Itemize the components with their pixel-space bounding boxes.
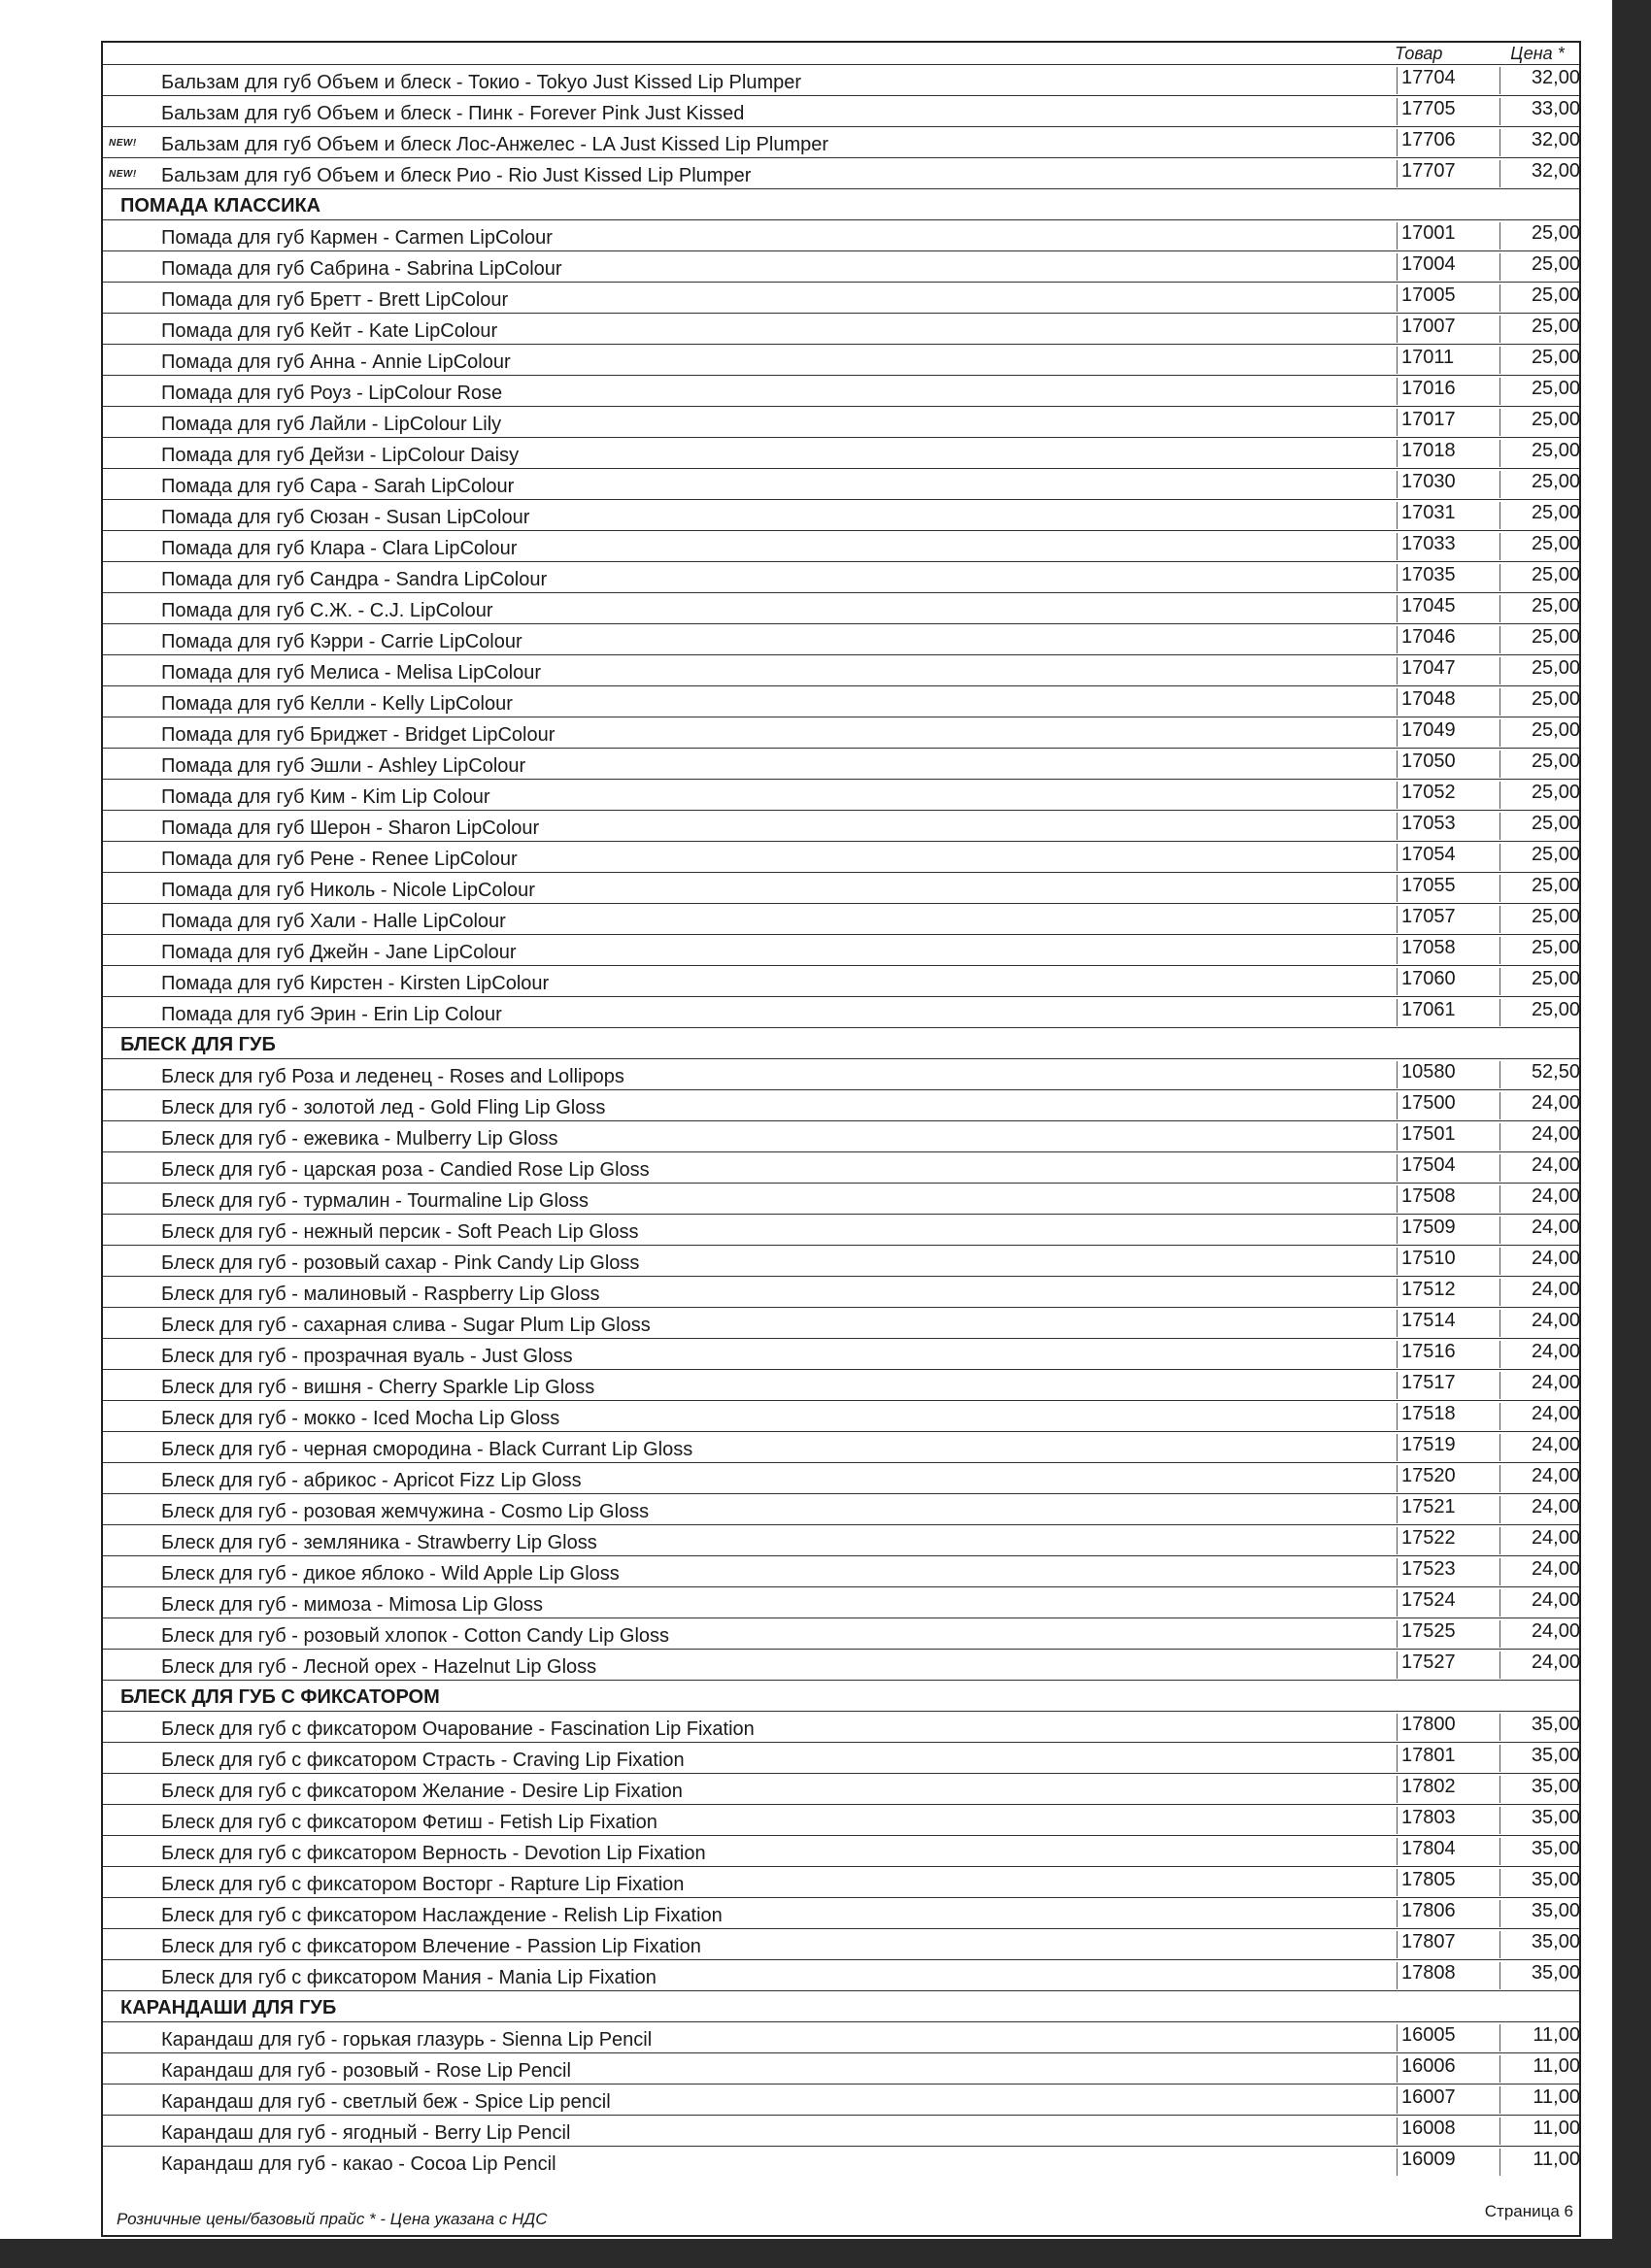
product-name: Блеск для губ - розовый хлопок - Cotton Candy Lip Gloss xyxy=(161,1625,670,1647)
table-row xyxy=(103,1058,1579,1089)
product-code: 17524 xyxy=(1397,1589,1500,1617)
product-code: 17808 xyxy=(1397,1962,1500,1989)
product-name: Блеск для губ - розовая жемчужина - Cosmo Lip Gloss xyxy=(161,1501,650,1522)
product-price: 24,00 xyxy=(1499,1589,1580,1617)
product-code: 17514 xyxy=(1397,1310,1500,1337)
product-code: 16008 xyxy=(1397,2118,1500,2145)
product-code: 17800 xyxy=(1397,1714,1500,1741)
section-title: ПОМАДА КЛАССИКА xyxy=(120,195,321,217)
table-row xyxy=(103,1089,1579,1120)
table-row xyxy=(103,219,1579,250)
product-code: 17054 xyxy=(1397,844,1500,871)
table-row xyxy=(103,1183,1579,1214)
product-price: 24,00 xyxy=(1499,1154,1580,1182)
table-row xyxy=(103,282,1579,313)
price-table xyxy=(103,64,1579,2177)
table-row xyxy=(103,2084,1579,2115)
product-price: 32,00 xyxy=(1499,160,1580,187)
table-row xyxy=(103,1618,1579,1649)
product-name: Помада для губ Ким - Kim Lip Colour xyxy=(161,786,490,808)
section-title: КАРАНДАШИ ДЛЯ ГУБ xyxy=(120,1997,337,2018)
table-row xyxy=(103,592,1579,623)
product-price: 24,00 xyxy=(1499,1434,1580,1461)
product-price: 25,00 xyxy=(1499,813,1580,840)
product-code: 17016 xyxy=(1397,378,1500,405)
product-price: 25,00 xyxy=(1499,502,1580,529)
product-price: 25,00 xyxy=(1499,719,1580,747)
product-code: 17017 xyxy=(1397,409,1500,436)
product-name: Блеск для губ - розовый сахар - Pink Candy Lip Gloss xyxy=(161,1252,640,1274)
product-code: 16009 xyxy=(1397,2149,1500,2176)
section-header-row xyxy=(103,1680,1579,1711)
product-name: Блеск для губ с фиксатором Мания - Mania Lip Fixation xyxy=(161,1967,657,1988)
table-row xyxy=(103,1524,1579,1555)
product-code: 17055 xyxy=(1397,875,1500,902)
product-price: 25,00 xyxy=(1499,875,1580,902)
product-code: 17520 xyxy=(1397,1465,1500,1492)
table-row xyxy=(103,903,1579,934)
product-price: 25,00 xyxy=(1499,440,1580,467)
product-code: 17004 xyxy=(1397,253,1500,281)
product-name: Помада для губ С.Ж. - C.J. LipColour xyxy=(161,600,493,621)
product-code: 17007 xyxy=(1397,316,1500,343)
product-price: 25,00 xyxy=(1499,253,1580,281)
table-row xyxy=(103,2021,1579,2052)
product-name: Помада для губ Эшли - Ashley LipColour xyxy=(161,755,526,777)
product-name: Блеск для губ - нежный персик - Soft Peach Lip Gloss xyxy=(161,1221,639,1243)
product-name: Блеск для губ - черная смородина - Black Currant Lip Gloss xyxy=(161,1439,693,1460)
product-name: Блеск для губ - прозрачная вуаль - Just Gloss xyxy=(161,1346,573,1367)
product-name: Карандаш для губ - ягодный - Berry Lip Pencil xyxy=(161,2122,571,2144)
product-price: 24,00 xyxy=(1499,1248,1580,1275)
table-row xyxy=(103,126,1579,157)
product-code: 17058 xyxy=(1397,937,1500,964)
product-code: 17519 xyxy=(1397,1434,1500,1461)
product-code: 17005 xyxy=(1397,284,1500,312)
table-row xyxy=(103,313,1579,344)
product-code: 17508 xyxy=(1397,1185,1500,1213)
product-name: Помада для губ Николь - Nicole LipColour xyxy=(161,880,535,901)
product-price: 25,00 xyxy=(1499,999,1580,1026)
product-code: 17801 xyxy=(1397,1745,1500,1772)
product-price: 35,00 xyxy=(1499,1931,1580,1958)
product-code: 17509 xyxy=(1397,1217,1500,1244)
product-code: 17011 xyxy=(1397,347,1500,374)
product-name: Блеск для губ - царская роза - Candied Rose Lip Gloss xyxy=(161,1159,650,1181)
table-row xyxy=(103,1214,1579,1245)
product-price: 33,00 xyxy=(1499,98,1580,125)
product-name: Блеск для губ - сахарная слива - Sugar Plum Lip Gloss xyxy=(161,1315,651,1336)
product-name: Блеск для губ - абрикос - Apricot Fizz Lip Gloss xyxy=(161,1470,582,1491)
product-code: 17704 xyxy=(1397,67,1500,94)
table-row xyxy=(103,1742,1579,1773)
product-price: 25,00 xyxy=(1499,844,1580,871)
product-name: Помада для губ Сюзан - Susan LipColour xyxy=(161,507,530,528)
table-row xyxy=(103,2146,1579,2177)
product-name: Помада для губ Келли - Kelly LipColour xyxy=(161,693,513,715)
section-header-row xyxy=(103,1990,1579,2021)
table-row xyxy=(103,1307,1579,1338)
product-code: 17033 xyxy=(1397,533,1500,560)
product-name: Помада для губ Бретт - Brett LipColour xyxy=(161,289,509,311)
product-price: 24,00 xyxy=(1499,1651,1580,1679)
product-code: 17050 xyxy=(1397,750,1500,778)
product-name: Блеск для губ - малиновый - Raspberry Lip Gloss xyxy=(161,1284,600,1305)
product-name: Блеск для губ - мимоза - Mimosa Lip Gloss xyxy=(161,1594,544,1616)
product-price: 35,00 xyxy=(1499,1869,1580,1896)
new-badge: NEW! xyxy=(109,138,137,149)
table-row xyxy=(103,1711,1579,1742)
product-code: 17047 xyxy=(1397,657,1500,684)
product-code: 17706 xyxy=(1397,129,1500,156)
product-name: Блеск для губ с фиксатором Восторг - Rapture Lip Fixation xyxy=(161,1874,685,1895)
product-code: 17018 xyxy=(1397,440,1500,467)
product-price: 35,00 xyxy=(1499,1900,1580,1927)
table-row xyxy=(103,64,1579,95)
product-price: 35,00 xyxy=(1499,1962,1580,1989)
table-row xyxy=(103,965,1579,996)
product-name: Блеск для губ с фиксатором Наслаждение - Relish Lip Fixation xyxy=(161,1905,723,1926)
table-row xyxy=(103,1649,1579,1680)
product-price: 35,00 xyxy=(1499,1745,1580,1772)
product-code: 16005 xyxy=(1397,2024,1500,2051)
product-name: Бальзам для губ Объем и блеск - Пинк - Forever Pink Just Kissed xyxy=(161,103,745,124)
product-name: Помада для губ Кейт - Kate LipColour xyxy=(161,320,498,342)
product-price: 35,00 xyxy=(1499,1776,1580,1803)
table-row xyxy=(103,561,1579,592)
product-code: 10580 xyxy=(1397,1061,1500,1088)
product-price: 32,00 xyxy=(1499,67,1580,94)
table-row xyxy=(103,437,1579,468)
footer-note: Розничные цены/базовый прайс * - Цена указана с НДС xyxy=(117,2210,548,2228)
product-price: 24,00 xyxy=(1499,1620,1580,1648)
product-name: Помада для губ Мелиса - Melisa LipColour xyxy=(161,662,542,684)
product-code: 17517 xyxy=(1397,1372,1500,1399)
column-header-price: Цена * xyxy=(1510,44,1565,63)
product-price: 11,00 xyxy=(1499,2086,1580,2114)
product-name: Карандаш для губ - горькая глазурь - Sienna Lip Pencil xyxy=(161,2029,653,2051)
product-code: 17046 xyxy=(1397,626,1500,653)
product-code: 17522 xyxy=(1397,1527,1500,1554)
table-row xyxy=(103,872,1579,903)
product-name: Блеск для губ - золотой лед - Gold Fling Lip Gloss xyxy=(161,1097,606,1118)
product-name: Карандаш для губ - светлый беж - Spice Lip pencil xyxy=(161,2091,611,2113)
product-name: Бальзам для губ Объем и блеск Рио - Rio Just Kissed Lip Plumper xyxy=(161,165,752,186)
table-row xyxy=(103,1928,1579,1959)
product-price: 24,00 xyxy=(1499,1217,1580,1244)
product-code: 17031 xyxy=(1397,502,1500,529)
product-code: 17501 xyxy=(1397,1123,1500,1151)
product-name: Бальзам для губ Объем и блеск - Токио - Tokyo Just Kissed Lip Plumper xyxy=(161,72,802,93)
table-row xyxy=(103,2115,1579,2146)
product-name: Помада для губ Хали - Halle LipColour xyxy=(161,911,506,932)
product-price: 24,00 xyxy=(1499,1496,1580,1523)
product-price: 35,00 xyxy=(1499,1714,1580,1741)
product-price: 25,00 xyxy=(1499,595,1580,622)
table-row xyxy=(103,1151,1579,1183)
product-name: Блеск для губ - Лесной орех - Hazelnut Lip Gloss xyxy=(161,1656,597,1678)
product-name: Помада для губ Лайли - LipColour Lily xyxy=(161,414,502,435)
product-code: 17500 xyxy=(1397,1092,1500,1119)
product-price: 24,00 xyxy=(1499,1403,1580,1430)
table-row xyxy=(103,748,1579,779)
table-row xyxy=(103,1462,1579,1493)
table-row xyxy=(103,250,1579,282)
product-name: Помада для губ Роуз - LipColour Rose xyxy=(161,383,503,404)
product-name: Помада для губ Сандра - Sandra LipColour xyxy=(161,569,548,590)
product-price: 24,00 xyxy=(1499,1558,1580,1585)
product-price: 24,00 xyxy=(1499,1341,1580,1368)
product-code: 16007 xyxy=(1397,2086,1500,2114)
product-price: 25,00 xyxy=(1499,316,1580,343)
table-row xyxy=(103,1493,1579,1524)
table-row xyxy=(103,1773,1579,1804)
product-code: 17049 xyxy=(1397,719,1500,747)
table-row xyxy=(103,623,1579,654)
product-price: 25,00 xyxy=(1499,533,1580,560)
product-price: 25,00 xyxy=(1499,782,1580,809)
table-row xyxy=(103,779,1579,810)
price-list-sheet xyxy=(101,41,1581,2237)
product-price: 25,00 xyxy=(1499,378,1580,405)
product-code: 17523 xyxy=(1397,1558,1500,1585)
table-row xyxy=(103,1245,1579,1276)
product-name: Блеск для губ - земляника - Strawberry Lip Gloss xyxy=(161,1532,597,1553)
product-code: 17521 xyxy=(1397,1496,1500,1523)
table-row xyxy=(103,841,1579,872)
product-code: 17048 xyxy=(1397,688,1500,716)
product-code: 17061 xyxy=(1397,999,1500,1026)
product-price: 11,00 xyxy=(1499,2118,1580,2145)
section-title: БЛЕСК ДЛЯ ГУБ xyxy=(120,1034,276,1055)
product-code: 17057 xyxy=(1397,906,1500,933)
page-number: Страница 6 xyxy=(1484,2202,1573,2220)
product-name: Помада для губ Кирстен - Kirsten LipColour xyxy=(161,973,550,994)
product-name: Блеск для губ - ежевика - Mulberry Lip Gloss xyxy=(161,1128,558,1150)
table-row xyxy=(103,1369,1579,1400)
table-row xyxy=(103,406,1579,437)
product-price: 25,00 xyxy=(1499,626,1580,653)
product-price: 52,50 xyxy=(1499,1061,1580,1088)
table-row xyxy=(103,685,1579,717)
product-price: 35,00 xyxy=(1499,1838,1580,1865)
product-name: Помада для губ Сара - Sarah LipColour xyxy=(161,476,515,497)
product-name: Помада для губ Клара - Clara LipColour xyxy=(161,538,518,559)
product-name: Блеск для губ - дикое яблоко - Wild Apple Lip Gloss xyxy=(161,1563,620,1584)
product-price: 25,00 xyxy=(1499,750,1580,778)
product-name: Блеск для губ - вишня - Cherry Sparkle Lip Gloss xyxy=(161,1377,595,1398)
product-name: Карандаш для губ - какао - Cocoa Lip Pencil xyxy=(161,2153,556,2175)
product-code: 17518 xyxy=(1397,1403,1500,1430)
product-code: 17516 xyxy=(1397,1341,1500,1368)
product-price: 11,00 xyxy=(1499,2055,1580,2083)
product-code: 17001 xyxy=(1397,222,1500,250)
table-row xyxy=(103,654,1579,685)
product-code: 17052 xyxy=(1397,782,1500,809)
product-price: 25,00 xyxy=(1499,937,1580,964)
product-name: Помада для губ Анна - Annie LipColour xyxy=(161,351,511,373)
product-price: 24,00 xyxy=(1499,1310,1580,1337)
product-price: 25,00 xyxy=(1499,564,1580,591)
product-price: 25,00 xyxy=(1499,968,1580,995)
product-price: 25,00 xyxy=(1499,906,1580,933)
table-row xyxy=(103,1400,1579,1431)
table-row xyxy=(103,1897,1579,1928)
table-row xyxy=(103,934,1579,965)
product-price: 24,00 xyxy=(1499,1123,1580,1151)
product-code: 17053 xyxy=(1397,813,1500,840)
product-code: 17805 xyxy=(1397,1869,1500,1896)
product-price: 25,00 xyxy=(1499,688,1580,716)
product-name: Блеск для губ с фиксатором Очарование - Fascination Lip Fixation xyxy=(161,1718,755,1740)
table-row xyxy=(103,157,1579,188)
product-price: 25,00 xyxy=(1499,409,1580,436)
product-code: 17512 xyxy=(1397,1279,1500,1306)
table-row xyxy=(103,996,1579,1027)
product-code: 17806 xyxy=(1397,1900,1500,1927)
product-price: 11,00 xyxy=(1499,2149,1580,2176)
product-code: 17802 xyxy=(1397,1776,1500,1803)
product-name: Помада для губ Кармен - Carmen LipColour xyxy=(161,227,553,249)
table-row xyxy=(103,1555,1579,1586)
product-code: 17705 xyxy=(1397,98,1500,125)
table-row xyxy=(103,2052,1579,2084)
product-code: 17060 xyxy=(1397,968,1500,995)
product-name: Блеск для губ с фиксатором Верность - Devotion Lip Fixation xyxy=(161,1843,706,1864)
product-name: Блеск для губ Роза и леденец - Roses and Lollipops xyxy=(161,1066,624,1087)
product-code: 17045 xyxy=(1397,595,1500,622)
table-row xyxy=(103,344,1579,375)
table-row xyxy=(103,499,1579,530)
product-price: 32,00 xyxy=(1499,129,1580,156)
product-code: 17803 xyxy=(1397,1807,1500,1834)
table-row xyxy=(103,1276,1579,1307)
product-price: 24,00 xyxy=(1499,1092,1580,1119)
product-name: Блеск для губ с фиксатором Страсть - Craving Lip Fixation xyxy=(161,1750,685,1771)
new-badge: NEW! xyxy=(109,169,137,180)
product-price: 25,00 xyxy=(1499,347,1580,374)
product-code: 17030 xyxy=(1397,471,1500,498)
product-name: Помада для губ Дейзи - LipColour Daisy xyxy=(161,445,520,466)
column-header-code: Товар xyxy=(1395,44,1443,63)
product-price: 24,00 xyxy=(1499,1527,1580,1554)
table-row xyxy=(103,1338,1579,1369)
scan-edge-bottom xyxy=(0,2239,1651,2268)
product-name: Помада для губ Эрин - Erin Lip Colour xyxy=(161,1004,502,1025)
product-price: 24,00 xyxy=(1499,1372,1580,1399)
product-name: Карандаш для губ - розовый - Rose Lip Pencil xyxy=(161,2060,571,2082)
product-name: Помада для губ Кэрри - Carrie LipColour xyxy=(161,631,522,652)
table-row xyxy=(103,717,1579,748)
table-row xyxy=(103,1120,1579,1151)
table-row xyxy=(103,468,1579,499)
table-row xyxy=(103,530,1579,561)
table-row xyxy=(103,375,1579,406)
product-name: Блеск для губ с фиксатором Фетиш - Fetish Lip Fixation xyxy=(161,1812,657,1833)
product-name: Бальзам для губ Объем и блеск Лос-Анжелес - LA Just Kissed Lip Plumper xyxy=(161,134,829,155)
product-price: 25,00 xyxy=(1499,222,1580,250)
product-code: 17035 xyxy=(1397,564,1500,591)
section-header-row xyxy=(103,188,1579,219)
product-name: Помада для губ Джейн - Jane LipColour xyxy=(161,942,517,963)
table-row xyxy=(103,95,1579,126)
product-code: 17527 xyxy=(1397,1651,1500,1679)
product-code: 17504 xyxy=(1397,1154,1500,1182)
table-row xyxy=(103,810,1579,841)
product-price: 24,00 xyxy=(1499,1185,1580,1213)
product-code: 16006 xyxy=(1397,2055,1500,2083)
table-row xyxy=(103,1804,1579,1835)
product-price: 25,00 xyxy=(1499,471,1580,498)
product-name: Блеск для губ с фиксатором Желание - Desire Lip Fixation xyxy=(161,1781,683,1802)
product-price: 25,00 xyxy=(1499,284,1580,312)
section-title: БЛЕСК ДЛЯ ГУБ С ФИКСАТОРОМ xyxy=(120,1686,440,1708)
product-name: Блеск для губ - турмалин - Tourmaline Lip Gloss xyxy=(161,1190,590,1212)
product-name: Помада для губ Бриджет - Bridget LipColour xyxy=(161,724,556,746)
product-code: 17807 xyxy=(1397,1931,1500,1958)
product-price: 24,00 xyxy=(1499,1465,1580,1492)
table-row xyxy=(103,1431,1579,1462)
product-name: Помада для губ Сабрина - Sabrina LipColour xyxy=(161,258,562,280)
section-header-row xyxy=(103,1027,1579,1058)
product-name: Помада для губ Рене - Renee LipColour xyxy=(161,849,518,870)
scan-edge-right xyxy=(1612,0,1651,2268)
table-row xyxy=(103,1959,1579,1990)
product-code: 17707 xyxy=(1397,160,1500,187)
product-code: 17525 xyxy=(1397,1620,1500,1648)
table-row xyxy=(103,1586,1579,1618)
product-name: Блеск для губ с фиксатором Влечение - Passion Lip Fixation xyxy=(161,1936,701,1957)
product-code: 17510 xyxy=(1397,1248,1500,1275)
product-code: 17804 xyxy=(1397,1838,1500,1865)
product-name: Помада для губ Шерон - Sharon LipColour xyxy=(161,817,540,839)
product-price: 11,00 xyxy=(1499,2024,1580,2051)
product-price: 24,00 xyxy=(1499,1279,1580,1306)
product-price: 25,00 xyxy=(1499,657,1580,684)
product-name: Блеск для губ - мокко - Iced Mocha Lip Gloss xyxy=(161,1408,560,1429)
table-row xyxy=(103,1835,1579,1866)
table-row xyxy=(103,1866,1579,1897)
product-price: 35,00 xyxy=(1499,1807,1580,1834)
